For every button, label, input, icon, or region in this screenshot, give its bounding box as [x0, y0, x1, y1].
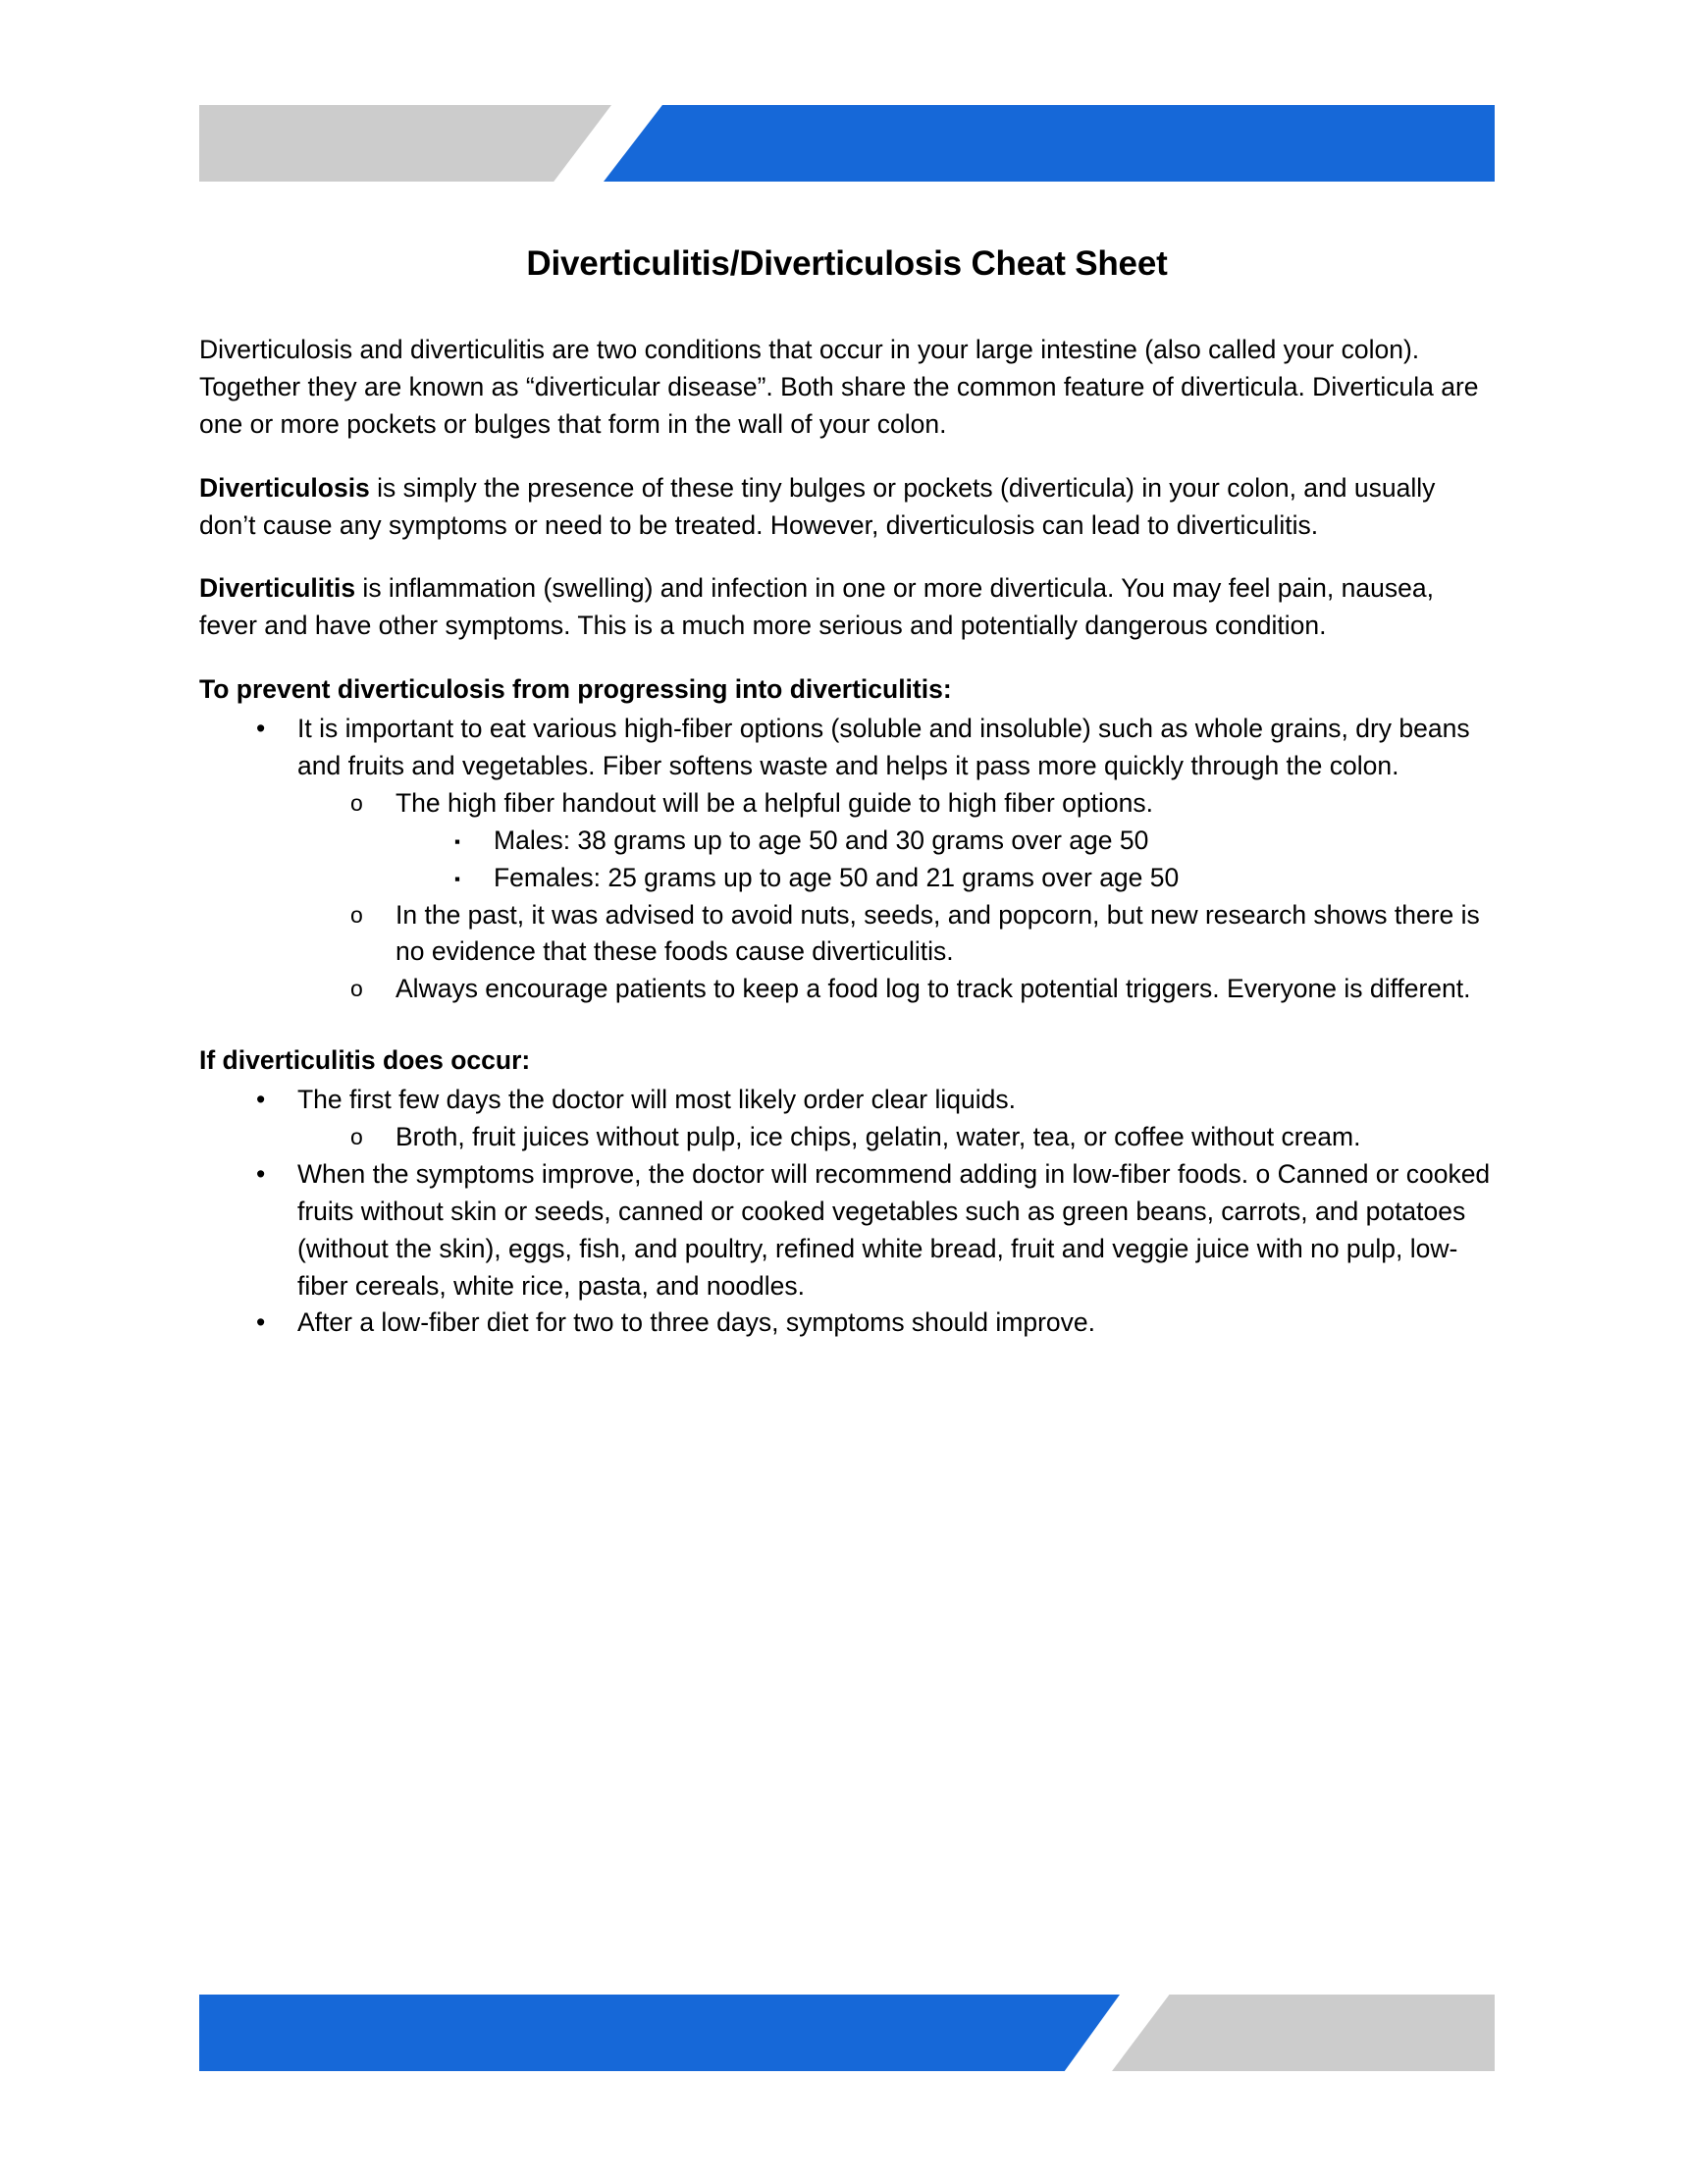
list-item-text: Broth, fruit juices without pulp, ice chips, gelatin, water, tea, or coffee without cream.: [396, 1122, 1361, 1152]
bullet-glyph-icon: •: [256, 1307, 266, 1338]
list-item-text: When the symptoms improve, the doctor will recommend adding in low-fiber foods. o Canned or cooked fruits without skin or seeds, canned or cooked vegetables such as green beans, carrots, and potatoes (without the skin), eggs, fish, and poultry, refined white bread, fruit and veggie juice with no pulp, low-fiber cereals, white rice, pasta, and noodles.: [297, 1158, 1491, 1301]
list-item-text: The high fiber handout will be a helpful guide to high fiber options.: [396, 787, 1153, 818]
diverticulosis-text: is simply the presence of these tiny bulges or pockets (diverticula) in your colon, and usually don’t cause any symptoms or need to be treated. However, diverticulosis can lead to diverticulitis.: [199, 472, 1436, 540]
list-item: [199, 711, 1495, 1008]
prevention-bullet-list: [199, 711, 1495, 1008]
bullet-glyph-icon: o: [350, 901, 363, 928]
page-title: Diverticulitis/Diverticulosis Cheat Sheet: [526, 244, 1168, 283]
intro-paragraph: Diverticulosis and diverticulitis are two conditions that occur in your large intestine (also called your colon). Together they are known as “diverticular disease”. Both share the common feature of diverticula. Diverticula are one or more pockets or bulges that form in the wall of your colon.: [199, 335, 1479, 439]
clear-liquids-sublist: [297, 1119, 1495, 1156]
list-item: [396, 823, 1495, 860]
list-item: [297, 1119, 1495, 1156]
prevention-sublist: [297, 785, 1495, 1008]
list-item-text: It is important to eat various high-fiber options (soluble and insoluble) such as whole grains, dry beans and fruits and vegetables. Fiber softens waste and helps it pass more quickly through the colon.: [297, 714, 1470, 781]
occurrence-section-heading: If diverticulitis does occur:: [199, 1045, 531, 1076]
prevention-section-heading: To prevent diverticulosis from progressing into diverticulitis:: [199, 674, 952, 705]
list-item-text: After a low-fiber diet for two to three days, symptoms should improve.: [297, 1307, 1095, 1338]
header-banner-gray-band: [199, 105, 611, 182]
bullet-glyph-icon: •: [256, 1158, 266, 1189]
footer-banner-gray-band: [1112, 1995, 1495, 2071]
list-item: [199, 1082, 1495, 1156]
bullet-glyph-icon: •: [256, 714, 266, 744]
list-item-text: Females: 25 grams up to age 50 and 21 grams over age 50: [494, 862, 1180, 892]
bullet-glyph-icon: o: [350, 976, 363, 1002]
list-item-text: The first few days the doctor will most likely order clear liquids.: [297, 1085, 1016, 1115]
list-item-text: In the past, it was advised to avoid nuts, seeds, and popcorn, but new research shows there is no evidence that these foods cause diverticulitis.: [396, 899, 1480, 967]
header-banner-blue-band: [604, 105, 1495, 182]
list-item: [297, 897, 1495, 972]
bullet-glyph-icon: o: [350, 789, 363, 816]
list-item: [199, 1305, 1495, 1342]
occurrence-bullet-list: [199, 1082, 1495, 1342]
list-item: [297, 785, 1495, 897]
diverticulosis-paragraph: [199, 470, 1495, 545]
list-item-text: Always encourage patients to keep a food log to track potential triggers. Everyone is different.: [396, 974, 1471, 1004]
list-item: [297, 971, 1495, 1008]
diverticulitis-paragraph: [199, 570, 1495, 645]
diverticulitis-lead: Diverticulitis: [199, 573, 356, 604]
bullet-glyph-icon: •: [256, 1085, 266, 1115]
section-spacer: [199, 1008, 1495, 1042]
document-body: [199, 243, 1495, 1342]
header-banner: [199, 105, 1495, 182]
diverticulosis-lead: Diverticulosis: [199, 472, 370, 503]
bullet-glyph-icon: ▪: [454, 869, 461, 888]
bullet-glyph-icon: o: [350, 1124, 363, 1150]
footer-banner: [199, 1995, 1495, 2071]
diverticulitis-text: is inflammation (swelling) and infection in one or more diverticula. You may feel pain, nausea, fever and have other symptoms. This is a much more serious and potentially dangerous condition.: [199, 573, 1434, 641]
list-item: [199, 1156, 1495, 1305]
fiber-guideline-list: [396, 823, 1495, 897]
footer-banner-blue-band: [199, 1995, 1120, 2071]
list-item-text: Males: 38 grams up to age 50 and 30 grams over age 50: [494, 825, 1149, 855]
bullet-glyph-icon: ▪: [454, 831, 461, 851]
list-item: [396, 860, 1495, 897]
